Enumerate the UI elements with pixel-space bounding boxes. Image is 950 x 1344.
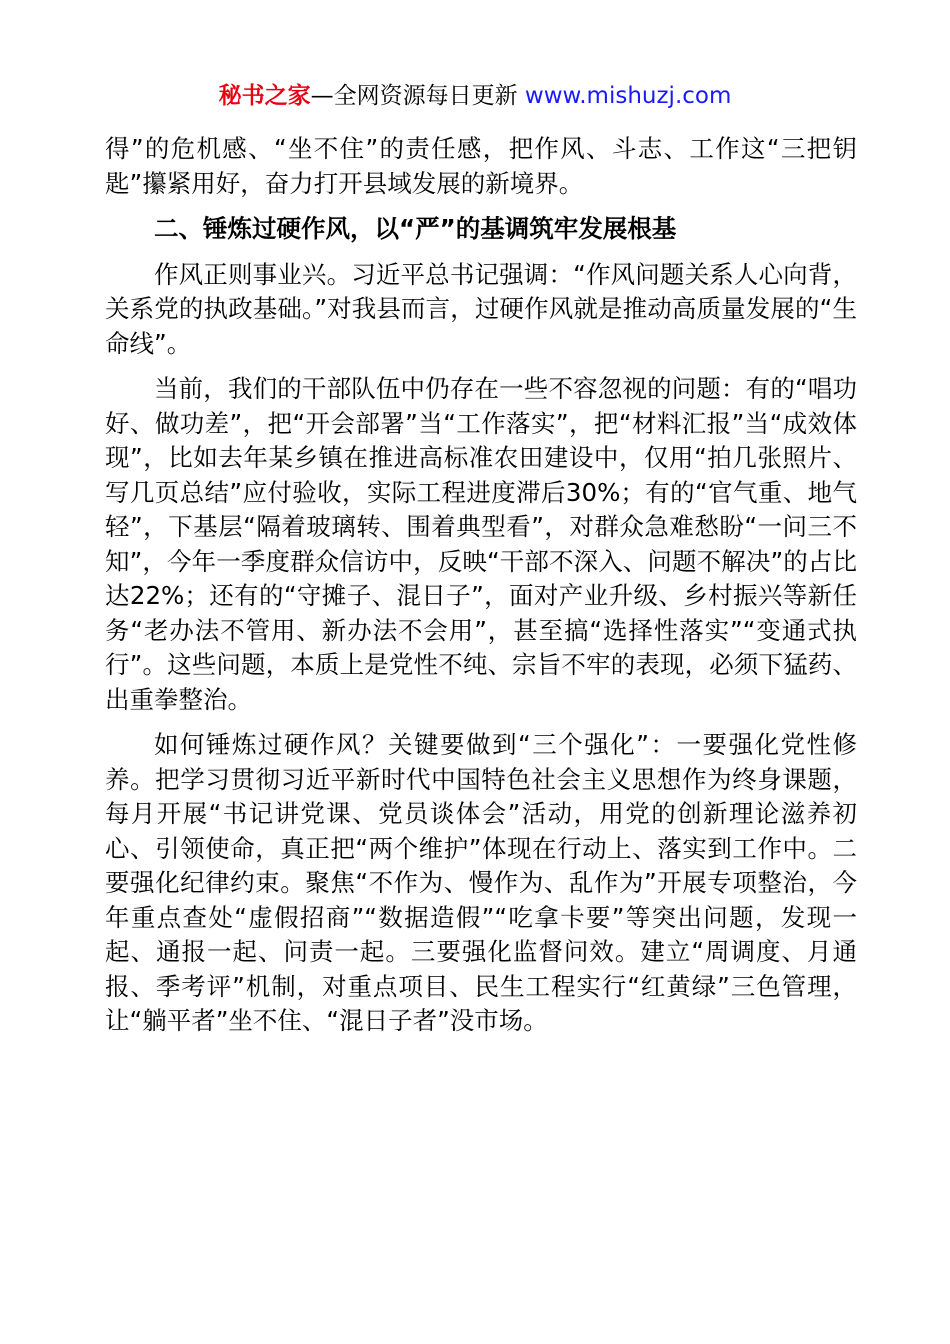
header-brand: 秘书之家 [218,83,311,109]
paragraph-continuation: 得”的危机感、“坐不住”的责任感，把作风、斗志、工作这“三把钥匙”攥紧用好，奋力打开县域发展的新境界。 [105,134,857,198]
paragraph: 如何锤炼过硬作风？关键要做到“三个强化”：一要强化党性修养。把学习贯彻习近平新时代中国特色社会主义思想作为终身课题，每月开展“书记讲党课、党员谈体会”活动，用党的创新理论滋养初心、引领使命，真正把“两个维护”体现在行动上、落实到工作中。二要强化纪律约束。聚焦“不作为、慢作为、乱作为”开展专项整治，今年重点查处“虚假招商”“数据造假”“吃拿卡要”等突出问题，发现一起、通报一起、问责一起。三要强化监督问效。建立“周调度、月通报、季考评”机制，对重点项目、民生工程实行“红黄绿”三色管理，让“躺平者”坐不住、“混日子者”没市场。 [105,730,857,1035]
header-tagline: —全网资源每日更新 [310,83,525,109]
page-header [0,80,950,112]
section-heading: 二、锤炼过硬作风，以“严”的基调筑牢发展根基 [154,214,677,243]
paragraph: 作风正则事业兴。习近平总书记强调：“作风问题关系人心向背，关系党的执政基础。”对我县而言，过硬作风就是推动高质量发展的“生命线”。 [105,259,857,358]
paragraph: 当前，我们的干部队伍中仍存在一些不容忽视的问题：有的“唱功好、做功差”，把“开会部署”当“工作落实”，把“材料汇报”当“成效体现”，比如去年某乡镇在推进高标准农田建设中，仅用“拍几张照片、写几页总结”应付验收，实际工程进度滞后30%；有的“官气重、地气轻”，下基层“隔着玻璃转、围着典型看”，对群众急难愁盼“一问三不知”，今年一季度群众信访中，反映“干部不深入、问题不解决”的占比达22%；还有的“守摊子、混日子”，面对产业升级、乡村振兴等新任务“老办法不管用、新办法不会用”，甚至搞“选择性落实”“变通式执行”。这些问题，本质上是党性不纯、宗旨不牢的表现，必须下猛药、出重拳整治。 [105,374,857,714]
header-site-link[interactable]: www.mishuzj.com [524,83,732,109]
document-body [105,132,857,1050]
